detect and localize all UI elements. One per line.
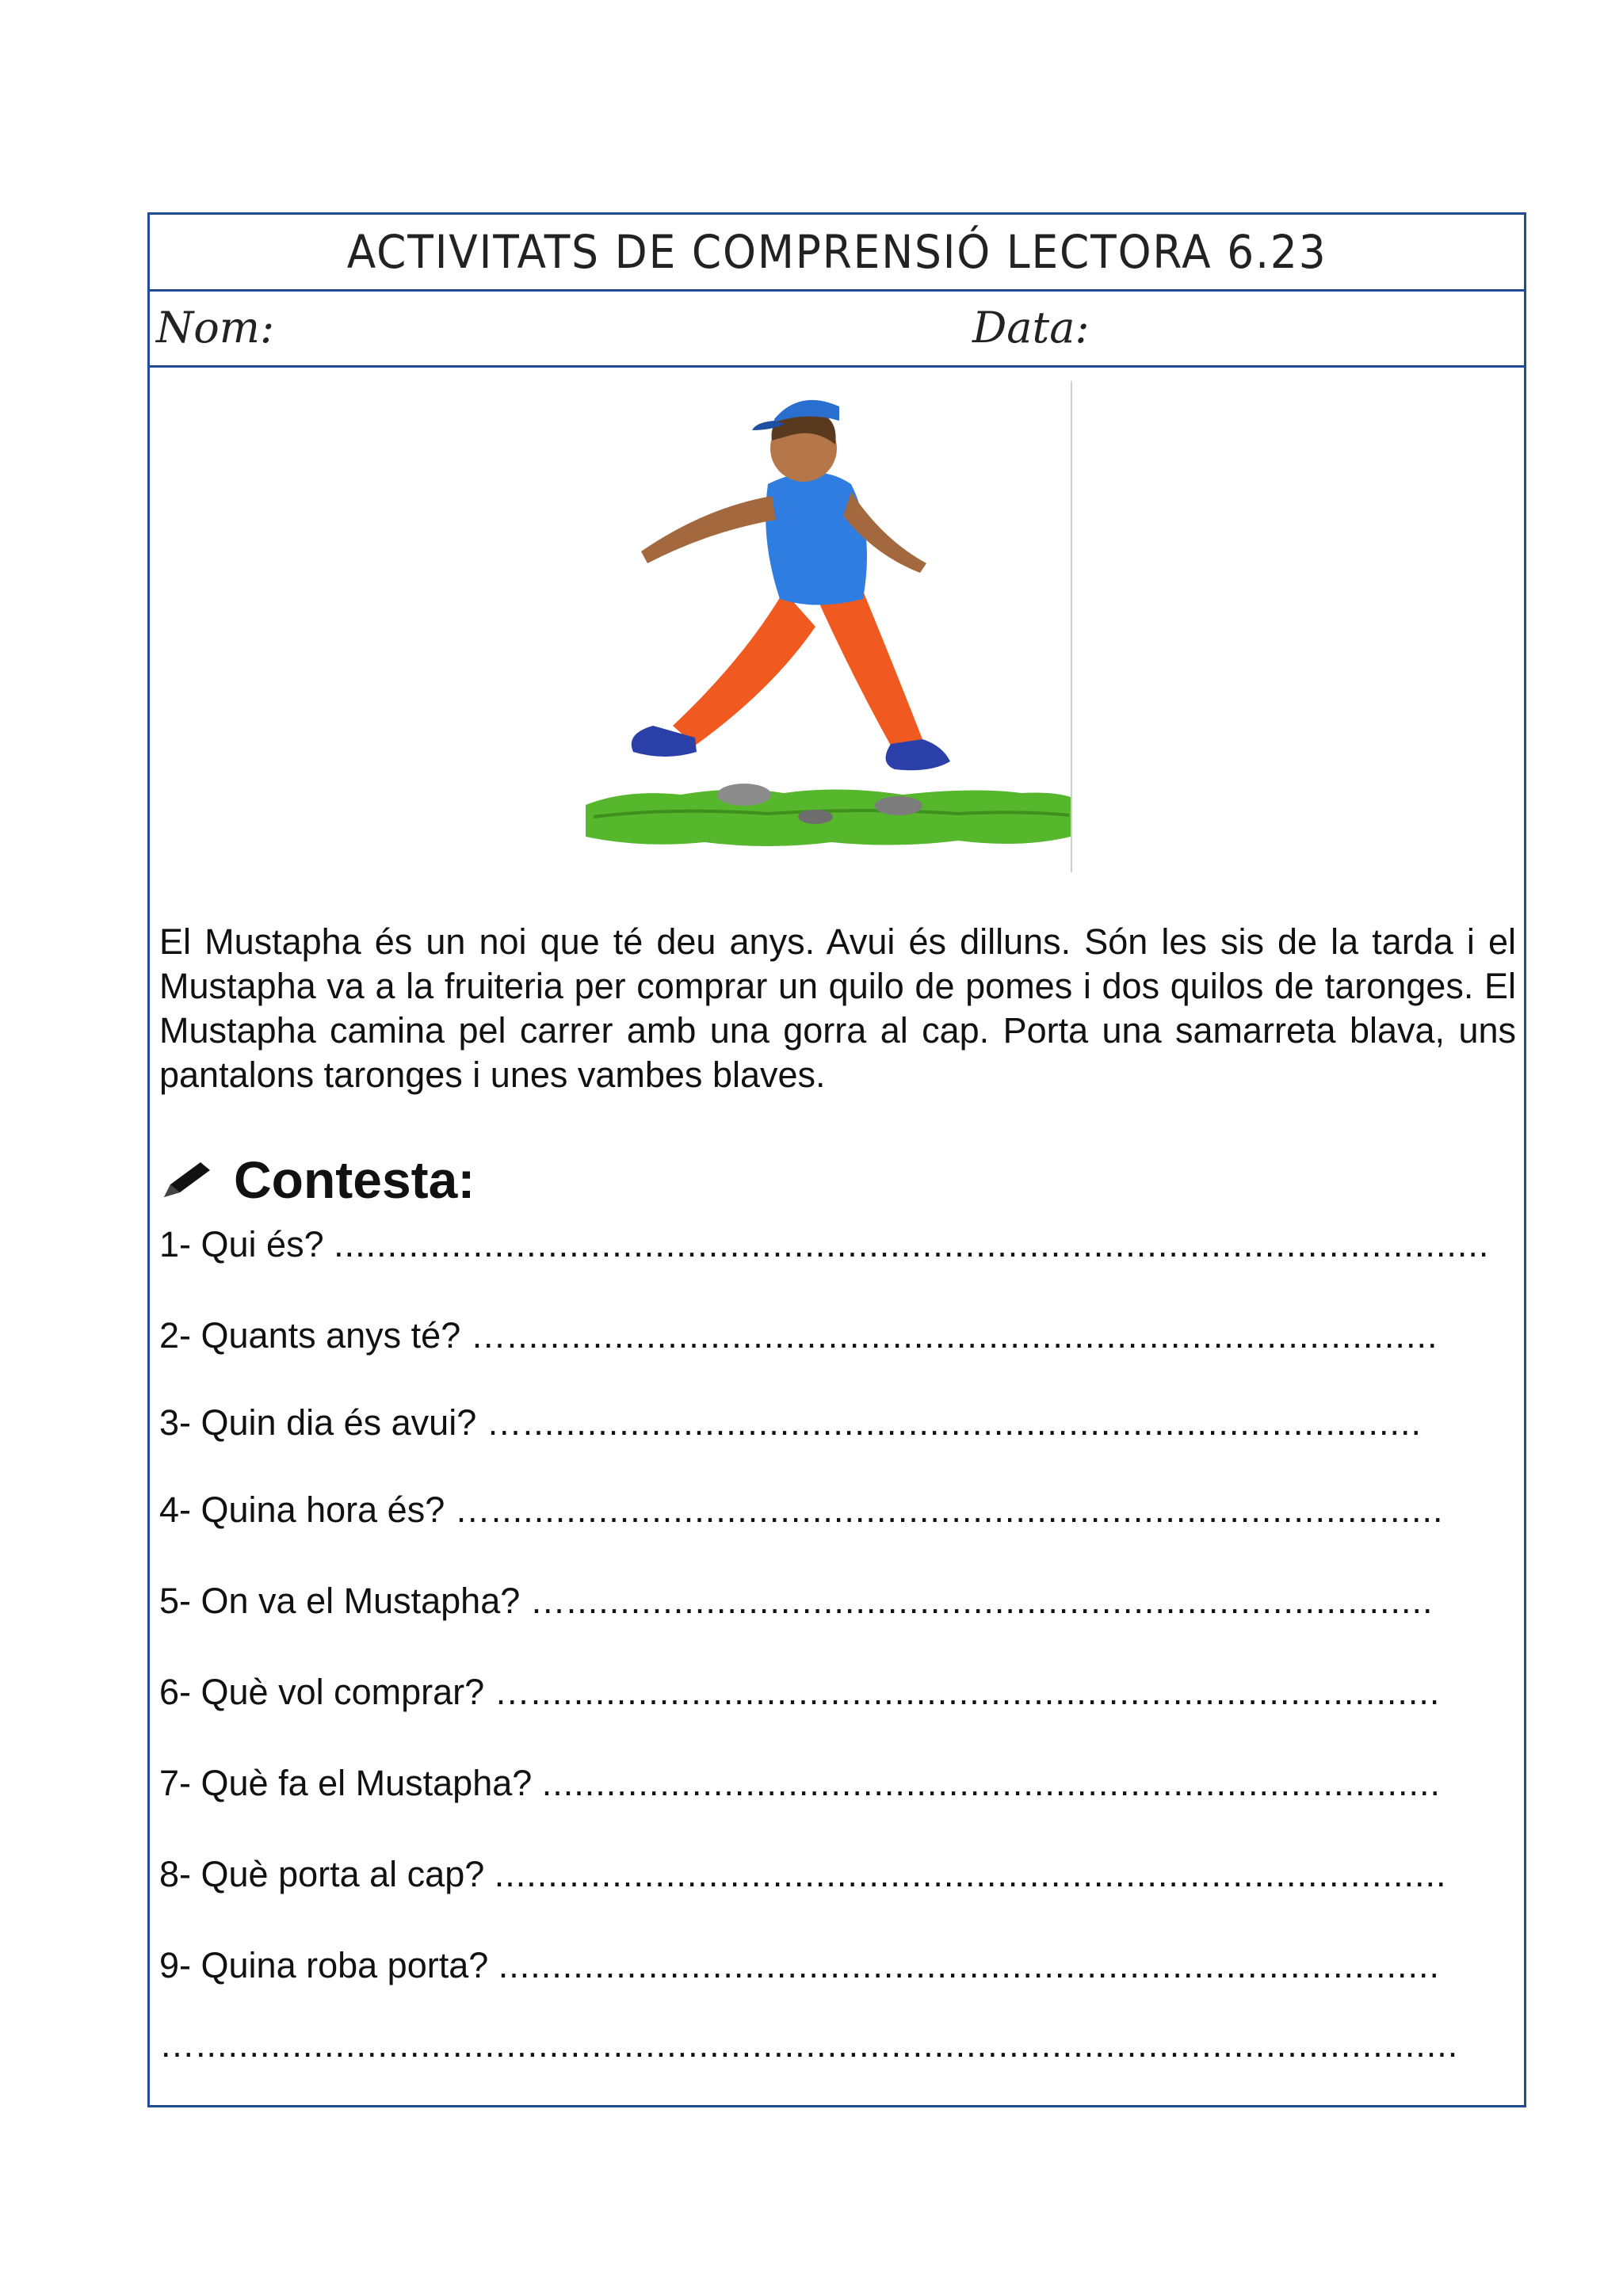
answer-line-7[interactable]: .................................................................................... <box>541 1763 1442 1803</box>
answer-line-6[interactable]: …..................................................................................... <box>494 1672 1441 1712</box>
boy-walking-illustration <box>578 373 1085 880</box>
story-paragraph: El Mustapha és un noi que té deu anys. Avui és dilluns. Són les sis de la tarda i el Mustapha va a la fruiteria per comprar un quilo de pomes i dos quilos de taronges. El Mustapha camina pel carrer amb una gorra al cap. Porta una samarreta blava, uns pantalons taronges i unes vambes blaves. <box>159 921 1516 1095</box>
question-9: 9- Quina roba porta? ........................................................................................ <box>159 1945 1440 1985</box>
answer-line-8[interactable]: ......................................................................................... <box>494 1854 1447 1894</box>
title-row <box>150 215 1524 292</box>
name-date-row <box>150 292 1524 368</box>
answer-line-4[interactable]: …......................................................................................... <box>454 1489 1444 1530</box>
question-2: 2- Quants anys té? …....................................................................................... <box>159 1315 1438 1356</box>
question-1: 1- Qui és? ............................................................................................................ <box>159 1224 1490 1264</box>
contesta-title: Contesta: <box>234 1150 475 1209</box>
answer-line-1[interactable]: ............................................................................................................ <box>334 1224 1490 1264</box>
answer-line-10[interactable]: …...................................................................................................................... <box>159 2024 1459 2065</box>
question-8: 8- Què porta al cap? ......................................................................................... <box>159 1854 1447 1894</box>
contesta-heading <box>159 1150 475 1210</box>
name-label: Nom: <box>156 303 275 353</box>
question-3: 3- Quin dia és avui? ….................................................................................... <box>159 1402 1422 1443</box>
answer-line-5[interactable]: …................................................................................. <box>529 1581 1434 1621</box>
answer-line-3[interactable]: ….................................................................................... <box>486 1402 1422 1443</box>
pencil-icon <box>159 1158 215 1202</box>
question-9-continuation <box>159 2023 1507 2067</box>
worksheet-frame <box>147 212 1526 2107</box>
question-6: 6- Què vol comprar? …..................................................................................... <box>159 1672 1441 1712</box>
question-4: 4- Quina hora és? …......................................................................................... <box>159 1489 1444 1530</box>
answer-line-9[interactable]: ........................................................................................ <box>498 1945 1440 1985</box>
question-5: 5- On va el Mustapha? …................................................................................. <box>159 1581 1434 1621</box>
date-label: Data: <box>972 303 1090 353</box>
answer-line-2[interactable]: …....................................................................................... <box>470 1315 1438 1356</box>
question-7: 7- Què fa el Mustapha? .................................................................................... <box>159 1763 1442 1803</box>
worksheet-title: ACTIVITATS DE COMPRENSIÓ LECTORA 6.23 <box>346 225 1327 279</box>
